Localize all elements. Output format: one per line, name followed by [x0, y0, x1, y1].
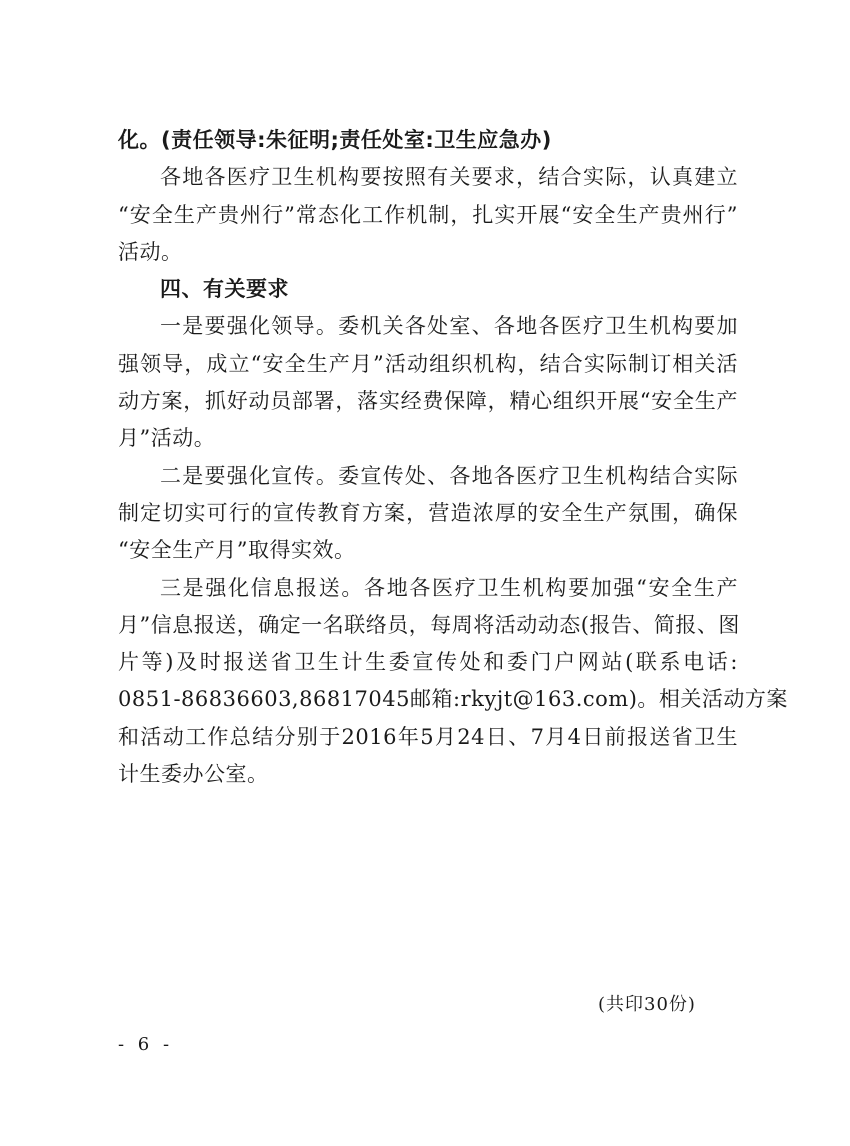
- body-line: 制定切实可行的宣传教育方案，营造浓厚的安全生产氛围，确保: [118, 500, 738, 525]
- body-line: 二是要强化宣传。委宣传处、各地各医疗卫生机构结合实际: [160, 463, 738, 488]
- body-line: 动方案，抓好动员部署，落实经费保障，精心组织开展“安全生产: [118, 389, 738, 414]
- body-line: 和活动工作总结分别于2016年5月24日、7月4日前报送省卫生: [118, 724, 738, 749]
- body-line: 月”信息报送，确定一名联络员，每周将活动动态(报告、简报、图: [118, 612, 740, 637]
- body-line: “安全生产月”取得实效。: [118, 538, 356, 563]
- body-line: 活动。: [118, 239, 183, 264]
- responsibility-line: 化。(责任领导:朱征明;责任处室:卫生应急办): [118, 128, 552, 152]
- body-line: 三是强化信息报送。各地各医疗卫生机构要加强“安全生产: [160, 575, 738, 600]
- document-body: [118, 122, 788, 793]
- body-line: 强领导，成立“安全生产月”活动组织机构，结合实际制订相关活: [118, 351, 738, 376]
- body-line: 片等)及时报送省卫生计生委宣传处和委门户网站(联系电话:: [118, 650, 738, 675]
- contact-line: 0851-86836603,86817045邮箱:rkyjt@163.com)。相关活动方案: [118, 687, 788, 712]
- body-line: 各地各医疗卫生机构要按照有关要求，结合实际，认真建立: [160, 165, 738, 190]
- body-line: 一是要强化领导。委机关各处室、各地各医疗卫生机构要加: [160, 314, 738, 339]
- section-heading: 四、有关要求: [160, 277, 289, 302]
- page-number: - 6 -: [118, 1034, 174, 1055]
- copies-note: (共印30份): [598, 994, 696, 1015]
- body-line: “安全生产贵州行”常态化工作机制，扎实开展“安全生产贵州行”: [118, 202, 738, 227]
- body-line: 计生委办公室。: [118, 762, 269, 787]
- body-line: 月”活动。: [118, 426, 216, 451]
